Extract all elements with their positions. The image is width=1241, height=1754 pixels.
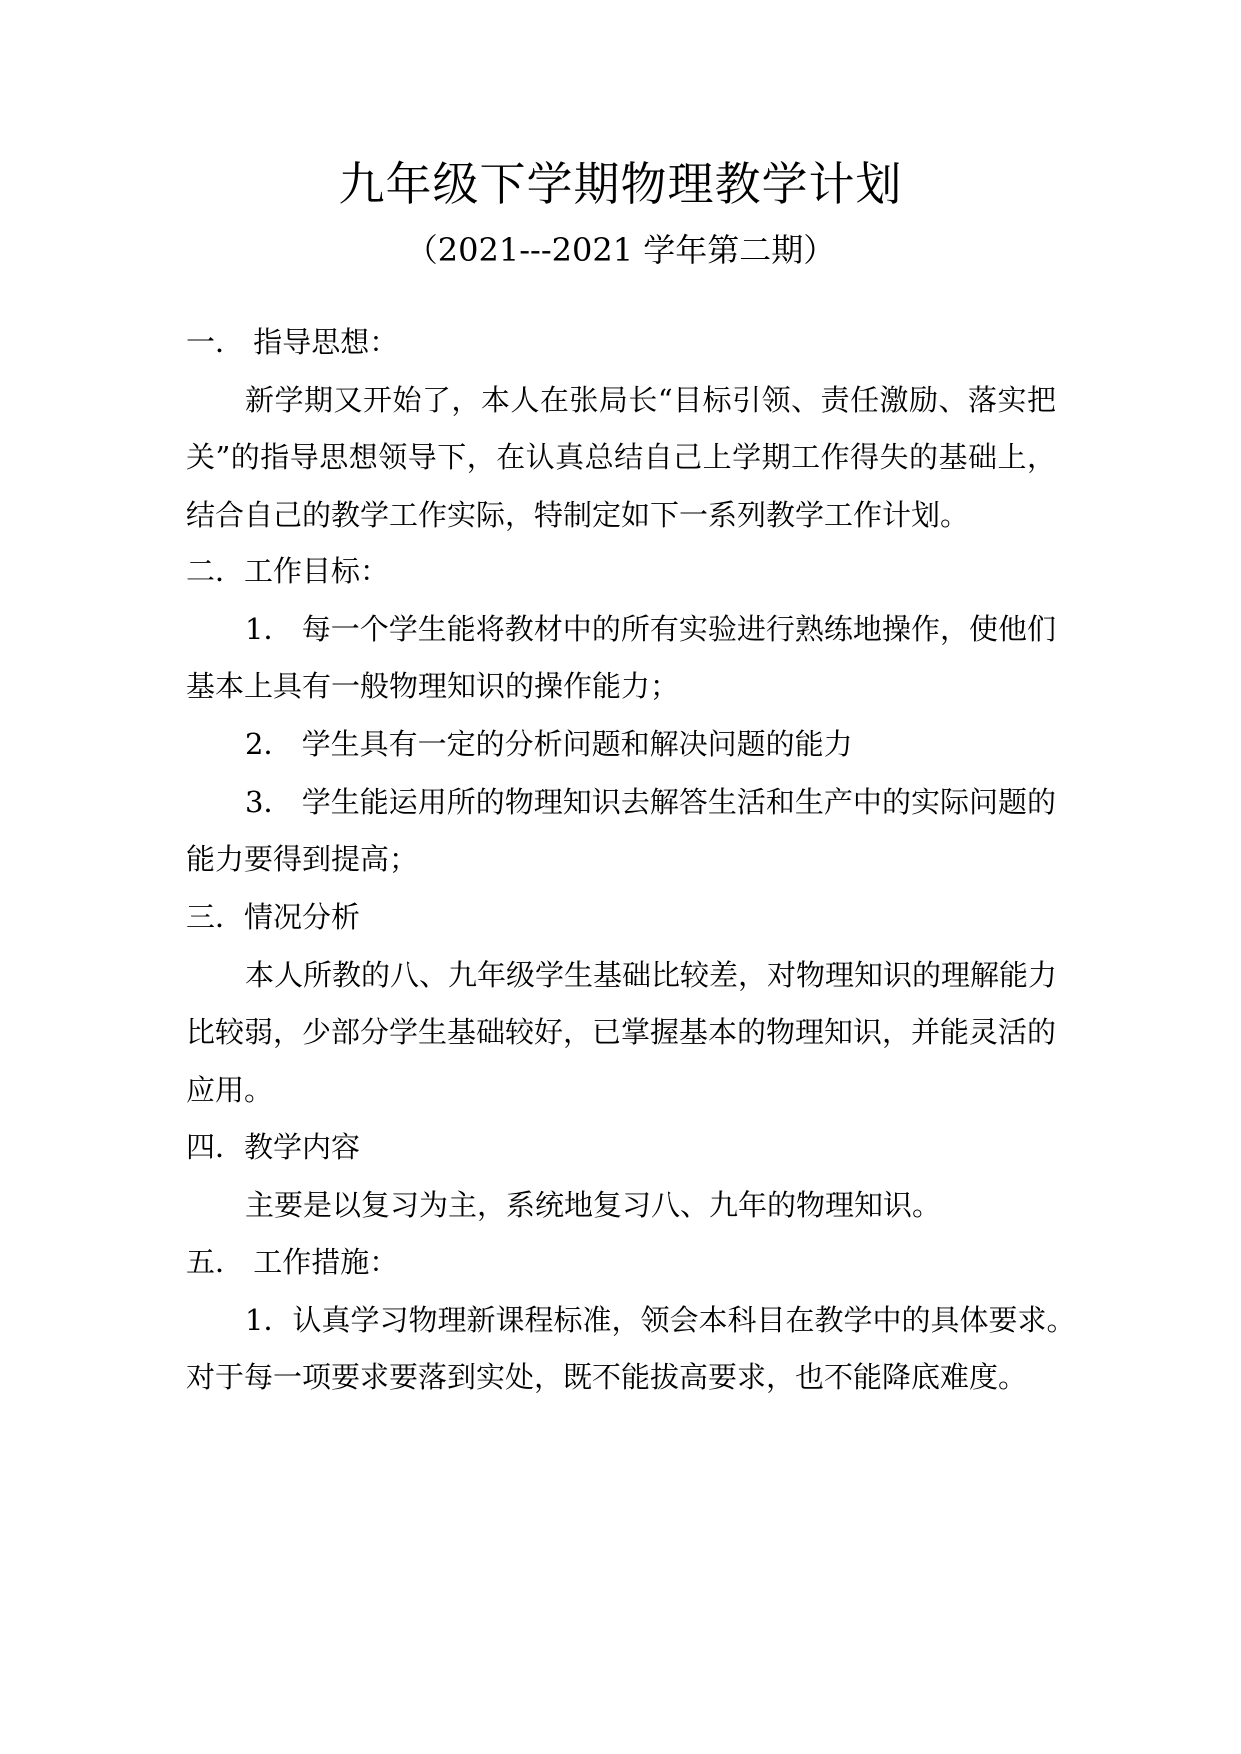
- paragraph-line: 关”的指导思想领导下，在认真总结自己上学期工作得失的基础上，: [186, 440, 1056, 474]
- heading-work-measures: 五． 工作措施：: [186, 1245, 399, 1279]
- paragraph-line: 2． 学生具有一定的分析问题和解决问题的能力: [245, 727, 853, 761]
- paragraph-line: 应用。: [186, 1073, 274, 1107]
- paragraph-line: 3． 学生能运用所的物理知识去解答生活和生产中的实际问题的: [245, 785, 1056, 819]
- paragraph-line: 基本上具有一般物理知识的操作能力；: [186, 669, 680, 703]
- document-subtitle: （2021---2021 学年第二期）: [405, 231, 836, 269]
- heading-situation-analysis: 三．情况分析: [186, 900, 361, 934]
- paragraph-line: 1． 每一个学生能将教材中的所有实验进行熟练地操作，使他们: [245, 612, 1056, 646]
- paragraph-line: 主要是以复习为主，系统地复习八、九年的物理知识。: [245, 1188, 942, 1222]
- paragraph-line: 本人所教的八、九年级学生基础比较差，对物理知识的理解能力: [245, 958, 1058, 992]
- paragraph-line: 能力要得到提高；: [186, 842, 419, 876]
- heading-teaching-content: 四．教学内容: [186, 1130, 361, 1164]
- paragraph-line: 比较弱，少部分学生基础较好，已掌握基本的物理知识，并能灵活的: [186, 1015, 1057, 1049]
- heading-guiding-ideology: 一． 指导思想：: [186, 325, 399, 359]
- paragraph-line: 1．认真学习物理新课程标准，领会本科目在教学中的具体要求。: [245, 1303, 1076, 1337]
- paragraph-line: 对于每一项要求要落到实处，既不能拔高要求，也不能降底难度。: [186, 1360, 1028, 1394]
- heading-work-goals: 二．工作目标：: [186, 554, 390, 588]
- paragraph-line: 结合自己的教学工作实际，特制定如下一系列教学工作计划。: [186, 498, 970, 532]
- paragraph-line: 新学期又开始了，本人在张局长“目标引领、责任激励、落实把: [245, 383, 1056, 417]
- document-title: 九年级下学期物理教学计划: [338, 157, 903, 211]
